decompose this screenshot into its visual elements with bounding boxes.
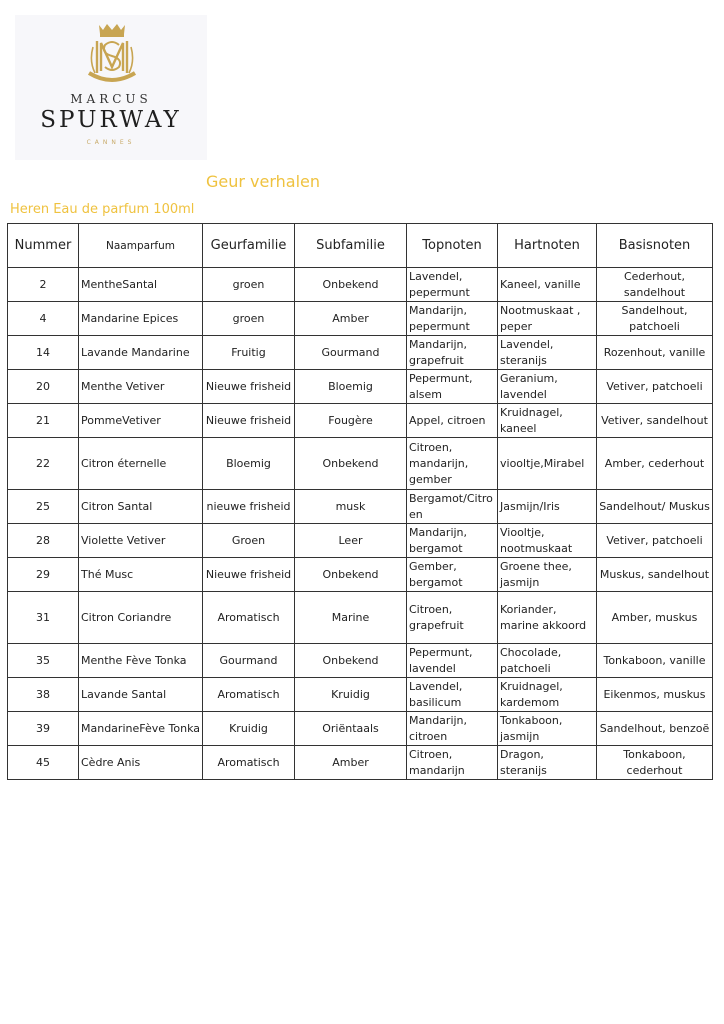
cell-nummer: 39 <box>8 712 79 746</box>
table-row <box>8 490 713 524</box>
cell-geurfamilie: Aromatisch <box>203 592 295 644</box>
table-row <box>8 678 713 712</box>
cell-subfamilie: Bloemig <box>295 370 407 404</box>
cell-hartnoten: Tonkaboon, jasmijn <box>498 712 597 746</box>
cell-nummer: 20 <box>8 370 79 404</box>
cell-geurfamilie: nieuwe frisheid <box>203 490 295 524</box>
cell-subfamilie: Fougère <box>295 404 407 438</box>
table-row <box>8 558 713 592</box>
header-subfamilie: Subfamilie <box>295 224 407 268</box>
cell-topnoten: Mandarijn, bergamot <box>407 524 498 558</box>
cell-hartnoten: Chocolade, patchoeli <box>498 644 597 678</box>
cell-naamparfum: Lavande Mandarine <box>79 336 203 370</box>
cell-naamparfum: Mandarine Epices <box>79 302 203 336</box>
table-row <box>8 268 713 302</box>
table-row <box>8 302 713 336</box>
cell-basisnoten: Sandelhout, patchoeli <box>597 302 713 336</box>
cell-subfamilie: Gourmand <box>295 336 407 370</box>
cell-basisnoten: Amber, muskus <box>597 592 713 644</box>
cell-basisnoten: Eikenmos, muskus <box>597 678 713 712</box>
cell-hartnoten: Kruidnagel, kardemom <box>498 678 597 712</box>
cell-geurfamilie: Fruitig <box>203 336 295 370</box>
cell-geurfamilie: Nieuwe frisheid <box>203 558 295 592</box>
table-header-row <box>8 224 713 268</box>
header-geurfamilie: Geurfamilie <box>203 224 295 268</box>
cell-nummer: 28 <box>8 524 79 558</box>
cell-naamparfum: PommeVetiver <box>79 404 203 438</box>
cell-nummer: 45 <box>8 746 79 780</box>
cell-hartnoten: viooltje,Mirabel <box>498 438 597 490</box>
cell-topnoten: Appel, citroen <box>407 404 498 438</box>
monogram-crest-icon <box>83 21 141 91</box>
cell-basisnoten: Vetiver, patchoeli <box>597 524 713 558</box>
table-row <box>8 592 713 644</box>
cell-topnoten: Bergamot/Citroen <box>407 490 498 524</box>
cell-naamparfum: Thé Musc <box>79 558 203 592</box>
header-hartnoten: Hartnoten <box>498 224 597 268</box>
cell-topnoten: Citroen, grapefruit <box>407 592 498 644</box>
table-row <box>8 438 713 490</box>
cell-geurfamilie: groen <box>203 268 295 302</box>
cell-geurfamilie: Groen <box>203 524 295 558</box>
cell-geurfamilie: Aromatisch <box>203 678 295 712</box>
table-row <box>8 404 713 438</box>
cell-nummer: 38 <box>8 678 79 712</box>
cell-naamparfum: Violette Vetiver <box>79 524 203 558</box>
cell-hartnoten: Lavendel, steranijs <box>498 336 597 370</box>
cell-naamparfum: Menthe Fève Tonka <box>79 644 203 678</box>
cell-subfamilie: Onbekend <box>295 268 407 302</box>
cell-hartnoten: Koriander, marine akkoord <box>498 592 597 644</box>
cell-geurfamilie: Bloemig <box>203 438 295 490</box>
cell-nummer: 2 <box>8 268 79 302</box>
cell-hartnoten: Geranium, lavendel <box>498 370 597 404</box>
cell-naamparfum: Cèdre Anis <box>79 746 203 780</box>
cell-hartnoten: Dragon, steranijs <box>498 746 597 780</box>
cell-naamparfum: MandarineFève Tonka <box>79 712 203 746</box>
cell-naamparfum: Lavande Santal <box>79 678 203 712</box>
cell-hartnoten: Kruidnagel, kaneel <box>498 404 597 438</box>
header-naamparfum: Naamparfum <box>79 224 203 268</box>
cell-subfamilie: Kruidig <box>295 678 407 712</box>
cell-geurfamilie: Nieuwe frisheid <box>203 404 295 438</box>
cell-naamparfum: Menthe Vetiver <box>79 370 203 404</box>
cell-naamparfum: MentheSantal <box>79 268 203 302</box>
cell-naamparfum: Citron éternelle <box>79 438 203 490</box>
cell-geurfamilie: groen <box>203 302 295 336</box>
cell-naamparfum: Citron Santal <box>79 490 203 524</box>
cell-topnoten: Pepermunt, lavendel <box>407 644 498 678</box>
cell-geurfamilie: Kruidig <box>203 712 295 746</box>
cell-basisnoten: Sandelhout/ Muskus <box>597 490 713 524</box>
cell-subfamilie: Leer <box>295 524 407 558</box>
cell-basisnoten: Amber, cederhout <box>597 438 713 490</box>
cell-topnoten: Pepermunt, alsem <box>407 370 498 404</box>
table-row <box>8 644 713 678</box>
cell-subfamilie: musk <box>295 490 407 524</box>
table-row <box>8 336 713 370</box>
brand-name-first: MARCUS <box>70 92 152 106</box>
cell-subfamilie: Onbekend <box>295 438 407 490</box>
cell-basisnoten: Tonkaboon, vanille <box>597 644 713 678</box>
cell-naamparfum: Citron Coriandre <box>79 592 203 644</box>
perfume-table <box>7 223 713 780</box>
cell-topnoten: Lavendel, pepermunt <box>407 268 498 302</box>
cell-hartnoten: Kaneel, vanille <box>498 268 597 302</box>
brand-location: CANNES <box>86 139 136 146</box>
cell-nummer: 25 <box>8 490 79 524</box>
cell-topnoten: Mandarijn, citroen <box>407 712 498 746</box>
cell-nummer: 35 <box>8 644 79 678</box>
cell-hartnoten: Viooltje, nootmuskaat <box>498 524 597 558</box>
cell-nummer: 21 <box>8 404 79 438</box>
cell-nummer: 29 <box>8 558 79 592</box>
cell-basisnoten: Sandelhout, benzoë <box>597 712 713 746</box>
cell-basisnoten: Rozenhout, vanille <box>597 336 713 370</box>
cell-subfamilie: Onbekend <box>295 644 407 678</box>
table-row <box>8 746 713 780</box>
cell-basisnoten: Muskus, sandelhout <box>597 558 713 592</box>
cell-hartnoten: Jasmijn/Iris <box>498 490 597 524</box>
cell-hartnoten: Groene thee, jasmijn <box>498 558 597 592</box>
cell-nummer: 14 <box>8 336 79 370</box>
cell-topnoten: Mandarijn, grapefruit <box>407 336 498 370</box>
cell-topnoten: Gember, bergamot <box>407 558 498 592</box>
cell-geurfamilie: Nieuwe frisheid <box>203 370 295 404</box>
cell-subfamilie: Amber <box>295 746 407 780</box>
cell-subfamilie: Onbekend <box>295 558 407 592</box>
table-row <box>8 524 713 558</box>
document-subtitle: Heren Eau de parfum 100ml <box>10 202 195 217</box>
header-topnoten: Topnoten <box>407 224 498 268</box>
header-basisnoten: Basisnoten <box>597 224 713 268</box>
cell-nummer: 31 <box>8 592 79 644</box>
cell-basisnoten: Vetiver, patchoeli <box>597 370 713 404</box>
cell-topnoten: Citroen, mandarijn, gember <box>407 438 498 490</box>
cell-nummer: 4 <box>8 302 79 336</box>
cell-topnoten: Lavendel, basilicum <box>407 678 498 712</box>
cell-basisnoten: Cederhout, sandelhout <box>597 268 713 302</box>
cell-subfamilie: Amber <box>295 302 407 336</box>
table-row <box>8 712 713 746</box>
table-row <box>8 370 713 404</box>
cell-topnoten: Citroen, mandarijn <box>407 746 498 780</box>
cell-basisnoten: Vetiver, sandelhout <box>597 404 713 438</box>
cell-subfamilie: Oriëntaals <box>295 712 407 746</box>
brand-logo <box>15 15 207 160</box>
cell-geurfamilie: Aromatisch <box>203 746 295 780</box>
brand-name-last: SPURWAY <box>40 107 182 133</box>
cell-geurfamilie: Gourmand <box>203 644 295 678</box>
header-nummer: Nummer <box>8 224 79 268</box>
cell-hartnoten: Nootmuskaat , peper <box>498 302 597 336</box>
cell-subfamilie: Marine <box>295 592 407 644</box>
cell-basisnoten: Tonkaboon, cederhout <box>597 746 713 780</box>
cell-nummer: 22 <box>8 438 79 490</box>
cell-topnoten: Mandarijn, pepermunt <box>407 302 498 336</box>
document-title: Geur verhalen <box>206 172 321 191</box>
